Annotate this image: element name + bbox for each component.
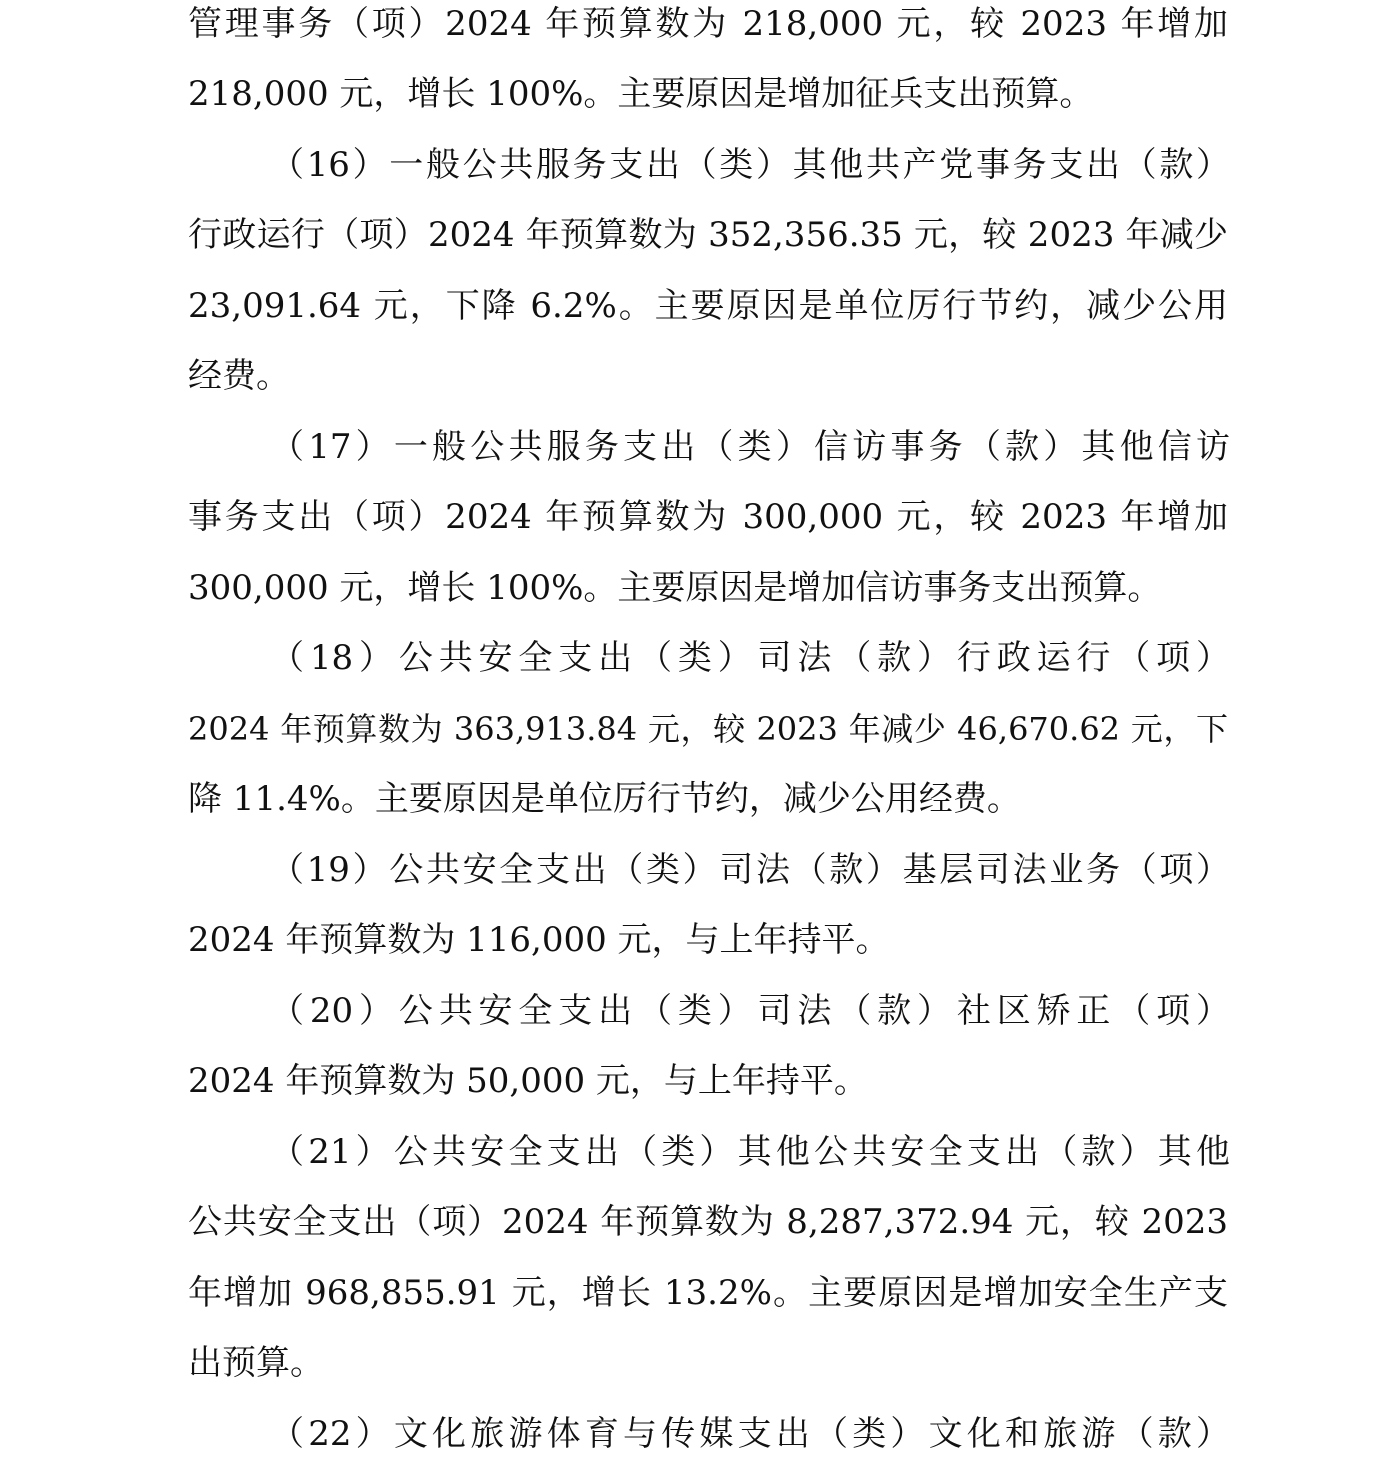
text-line: 公共安全支出（项）2024 年预算数为 8,287,372.94 元，较 2023 — [188, 1202, 1228, 1242]
text-line: 事务支出（项）2024 年预算数为 300,000 元，较 2023 年增加 — [188, 497, 1228, 537]
paragraph-heading-18: （18）公共安全支出（类）司法（款）行政运行（项） — [270, 638, 1230, 678]
text-line: 降 11.4%。主要原因是单位厉行节约，减少公用经费。 — [188, 779, 1021, 819]
paragraph-heading-17: （17）一般公共服务支出（类）信访事务（款）其他信访 — [270, 427, 1230, 467]
text-line: 218,000 元，增长 100%。主要原因是增加征兵支出预算。 — [188, 74, 1094, 114]
paragraph-heading-20: （20）公共安全支出（类）司法（款）社区矫正（项） — [270, 991, 1230, 1031]
text-line: 行政运行（项）2024 年预算数为 352,356.35 元，较 2023 年减少 — [188, 215, 1228, 255]
text-line: 23,091.64 元，下降 6.2%。主要原因是单位厉行节约，减少公用 — [188, 286, 1228, 326]
text-line: 2024 年预算数为 363,913.84 元，较 2023 年减少 46,670.62 元，下 — [188, 710, 1228, 748]
paragraph-heading-16: （16）一般公共服务支出（类）其他共产党事务支出（款） — [270, 145, 1230, 185]
paragraph-heading-21: （21）公共安全支出（类）其他公共安全支出（款）其他 — [270, 1132, 1230, 1172]
text-line: 年增加 968,855.91 元，增长 13.2%。主要原因是增加安全生产支 — [188, 1273, 1228, 1313]
text-line: 2024 年预算数为 116,000 元，与上年持平。 — [188, 920, 890, 960]
text-line: 300,000 元，增长 100%。主要原因是增加信访事务支出预算。 — [188, 568, 1162, 608]
text-line: 经费。 — [188, 356, 290, 396]
paragraph-heading-19: （19）公共安全支出（类）司法（款）基层司法业务（项） — [270, 850, 1230, 890]
text-line: 2024 年预算数为 50,000 元，与上年持平。 — [188, 1061, 868, 1101]
text-line: 出预算。 — [188, 1343, 324, 1383]
paragraph-heading-22: （22）文化旅游体育与传媒支出（类）文化和旅游（款） — [270, 1414, 1230, 1454]
text-line: 管理事务（项）2024 年预算数为 218,000 元，较 2023 年增加 — [188, 4, 1228, 44]
